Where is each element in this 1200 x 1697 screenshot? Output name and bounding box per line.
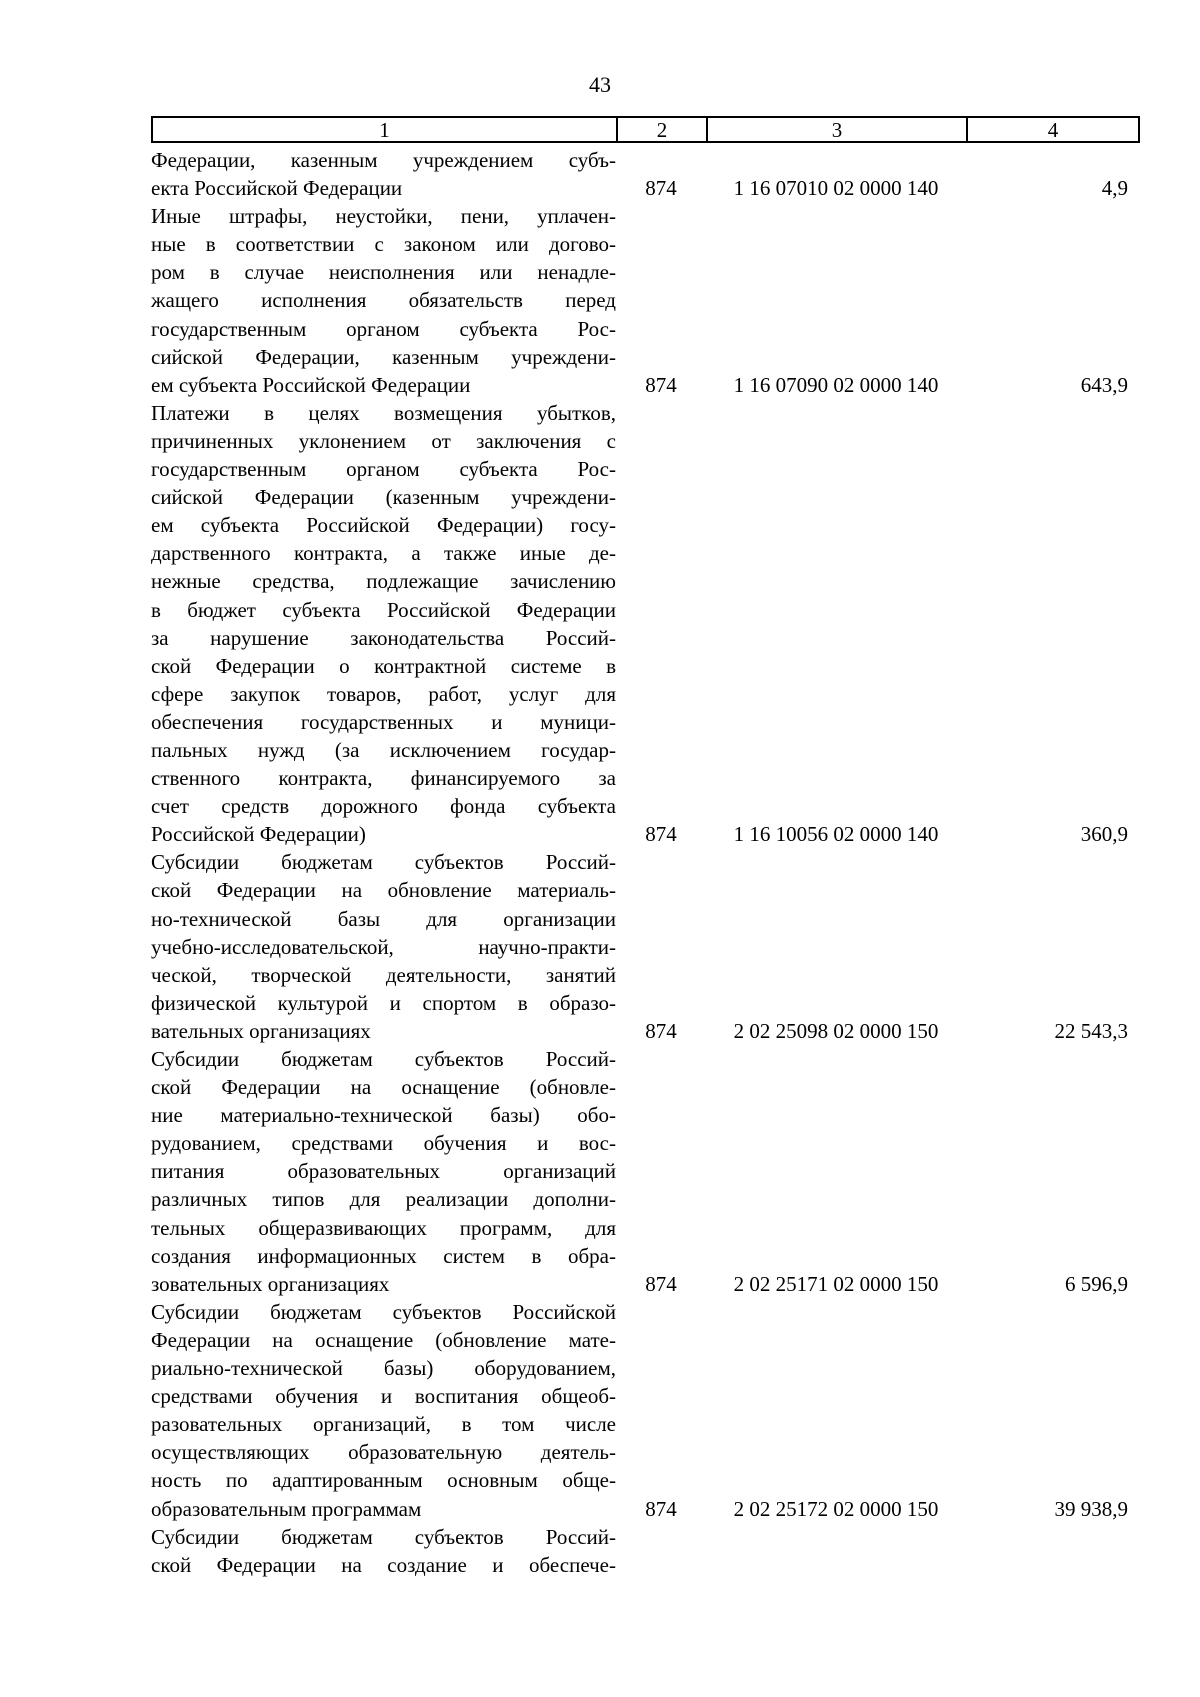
budget-classification-code: 1 16 07090 02 0000 140 [733,372,939,397]
admin-code: 874 [645,176,677,201]
description-line: Субсидии бюджетам субъектов Россий- [151,1047,616,1071]
description-line: ческой, творческой деятельности, занятий [151,962,616,987]
budget-classification-code: 2 02 25171 02 0000 150 [733,1271,939,1296]
table-row [151,848,1138,1045]
table-row [151,202,1138,399]
description-line: жащего исполнения обязательств перед [151,288,616,313]
description-line: ской Федерации на обновление материаль- [151,878,616,903]
description-line: ем субъекта Российской Федерации) госу- [151,513,616,538]
table-row [151,146,1138,202]
description-line: Иные штрафы, неустойки, пени, уплачен- [151,204,616,229]
amount: 4,9 [1101,176,1128,201]
budget-classification-code: 1 16 07010 02 0000 140 [733,176,939,201]
description-line: но-технической базы для организации [151,906,616,931]
page-number: 43 [589,72,611,97]
description-line: ние материально-технической базы) обо- [151,1103,616,1128]
description-line: ской Федерации на оснащение (обновле- [151,1075,616,1100]
description-line: ской Федерации на создание и обеспече- [151,1552,616,1577]
description-line: учебно-исследовательской, научно-практи- [151,934,616,959]
description-line: различных типов для реализации дополни- [151,1187,616,1212]
budget-classification-code: 2 02 25172 02 0000 150 [733,1496,939,1521]
description-line: ные в соответствии с законом или догово- [151,232,616,257]
table-row [151,1298,1138,1523]
description-line: государственным органом субъекта Рос- [151,457,616,482]
header-col-4: 4 [967,117,1139,142]
description-line: образовательным программам [151,1496,422,1521]
description-line: государственным органом субъекта Рос- [151,316,616,341]
description-line: дарственного контракта, а также иные де- [151,541,616,566]
description-line: риально-технической базы) оборудованием, [151,1356,616,1381]
description-line: сийской Федерации, казенным учреждени- [151,344,616,369]
description-line: Субсидии бюджетам субъектов Российской [151,1299,616,1324]
table-row [151,399,1138,849]
revenue-description [151,146,616,202]
amount: 643,9 [1080,372,1128,397]
admin-code: 874 [645,1496,677,1521]
description-line: вательных организациях [151,1018,371,1043]
budget-classification-code: 1 16 10056 02 0000 140 [733,822,939,847]
amount: 360,9 [1080,822,1128,847]
description-line: сийской Федерации (казенным учреждени- [151,485,616,510]
description-line: Федерации на оснащение (обновление мате- [151,1327,616,1352]
description-line: Субсидии бюджетам субъектов Россий- [151,850,616,875]
description-line: ность по адаптированным основным обще- [151,1468,616,1493]
admin-code: 874 [645,1018,677,1043]
description-line: Федерации, казенным учреждением субъ- [151,148,616,172]
revenue-description [151,202,616,399]
admin-code: 874 [645,822,677,847]
header-col-1: 1 [152,117,617,142]
amount: 6 596,9 [1065,1271,1128,1296]
admin-code: 874 [645,1271,677,1296]
description-line: за нарушение законодательства Россий- [151,625,616,650]
description-line: питания образовательных организаций [151,1159,616,1184]
admin-code: 874 [645,372,677,397]
description-line: рудованием, средствами обучения и вос- [151,1131,616,1156]
description-line: осуществляющих образовательную деятель- [151,1440,616,1465]
description-line: создания информационных систем в обра- [151,1243,616,1268]
description-line: ром в случае неисполнения или ненадле- [151,260,616,285]
header-col-3: 3 [707,117,967,142]
description-line: Платежи в целях возмещения убытков, [151,400,616,425]
description-line: нежные средства, подлежащие зачислению [151,569,616,594]
description-line: разовательных организаций, в том числе [151,1412,616,1437]
description-line: зовательных организациях [151,1271,390,1296]
table-header [151,116,1140,143]
description-line: средствами обучения и воспитания общеоб- [151,1384,616,1409]
description-line: сфере закупок товаров, работ, услуг для [151,681,616,706]
description-line: Российской Федерации) [151,822,366,847]
description-line: физической культурой и спортом в образо- [151,990,616,1015]
description-line: причиненных уклонением от заключения с [151,428,616,453]
description-line: счет средств дорожного фонда субъекта [151,794,616,819]
amount: 39 938,9 [1054,1496,1128,1521]
description-line: тельных общеразвивающих программ, для [151,1215,616,1240]
description-line: обеспечения государственных и муници- [151,709,616,734]
amount: 22 543,3 [1054,1018,1128,1043]
description-line: ем субъекта Российской Федерации [151,372,471,397]
table-row [151,1045,1138,1298]
table-row [151,1523,1138,1579]
budget-classification-code: 2 02 25098 02 0000 150 [733,1018,939,1043]
description-line: ственного контракта, финансируемого за [151,766,616,791]
description-line: ской Федерации о контрактной системе в [151,653,616,678]
description-line: екта Российской Федерации [151,176,403,201]
revenue-description [151,1298,616,1523]
description-line: пальных нужд (за исключением государ- [151,737,616,762]
revenue-description [151,399,616,849]
revenue-description [151,848,616,1045]
header-col-2: 2 [617,117,707,142]
table-body [151,146,1138,1579]
description-line: Субсидии бюджетам субъектов Россий- [151,1524,616,1549]
description-line: в бюджет субъекта Российской Федерации [151,597,616,622]
revenue-description [151,1523,616,1579]
revenue-description [151,1045,616,1298]
